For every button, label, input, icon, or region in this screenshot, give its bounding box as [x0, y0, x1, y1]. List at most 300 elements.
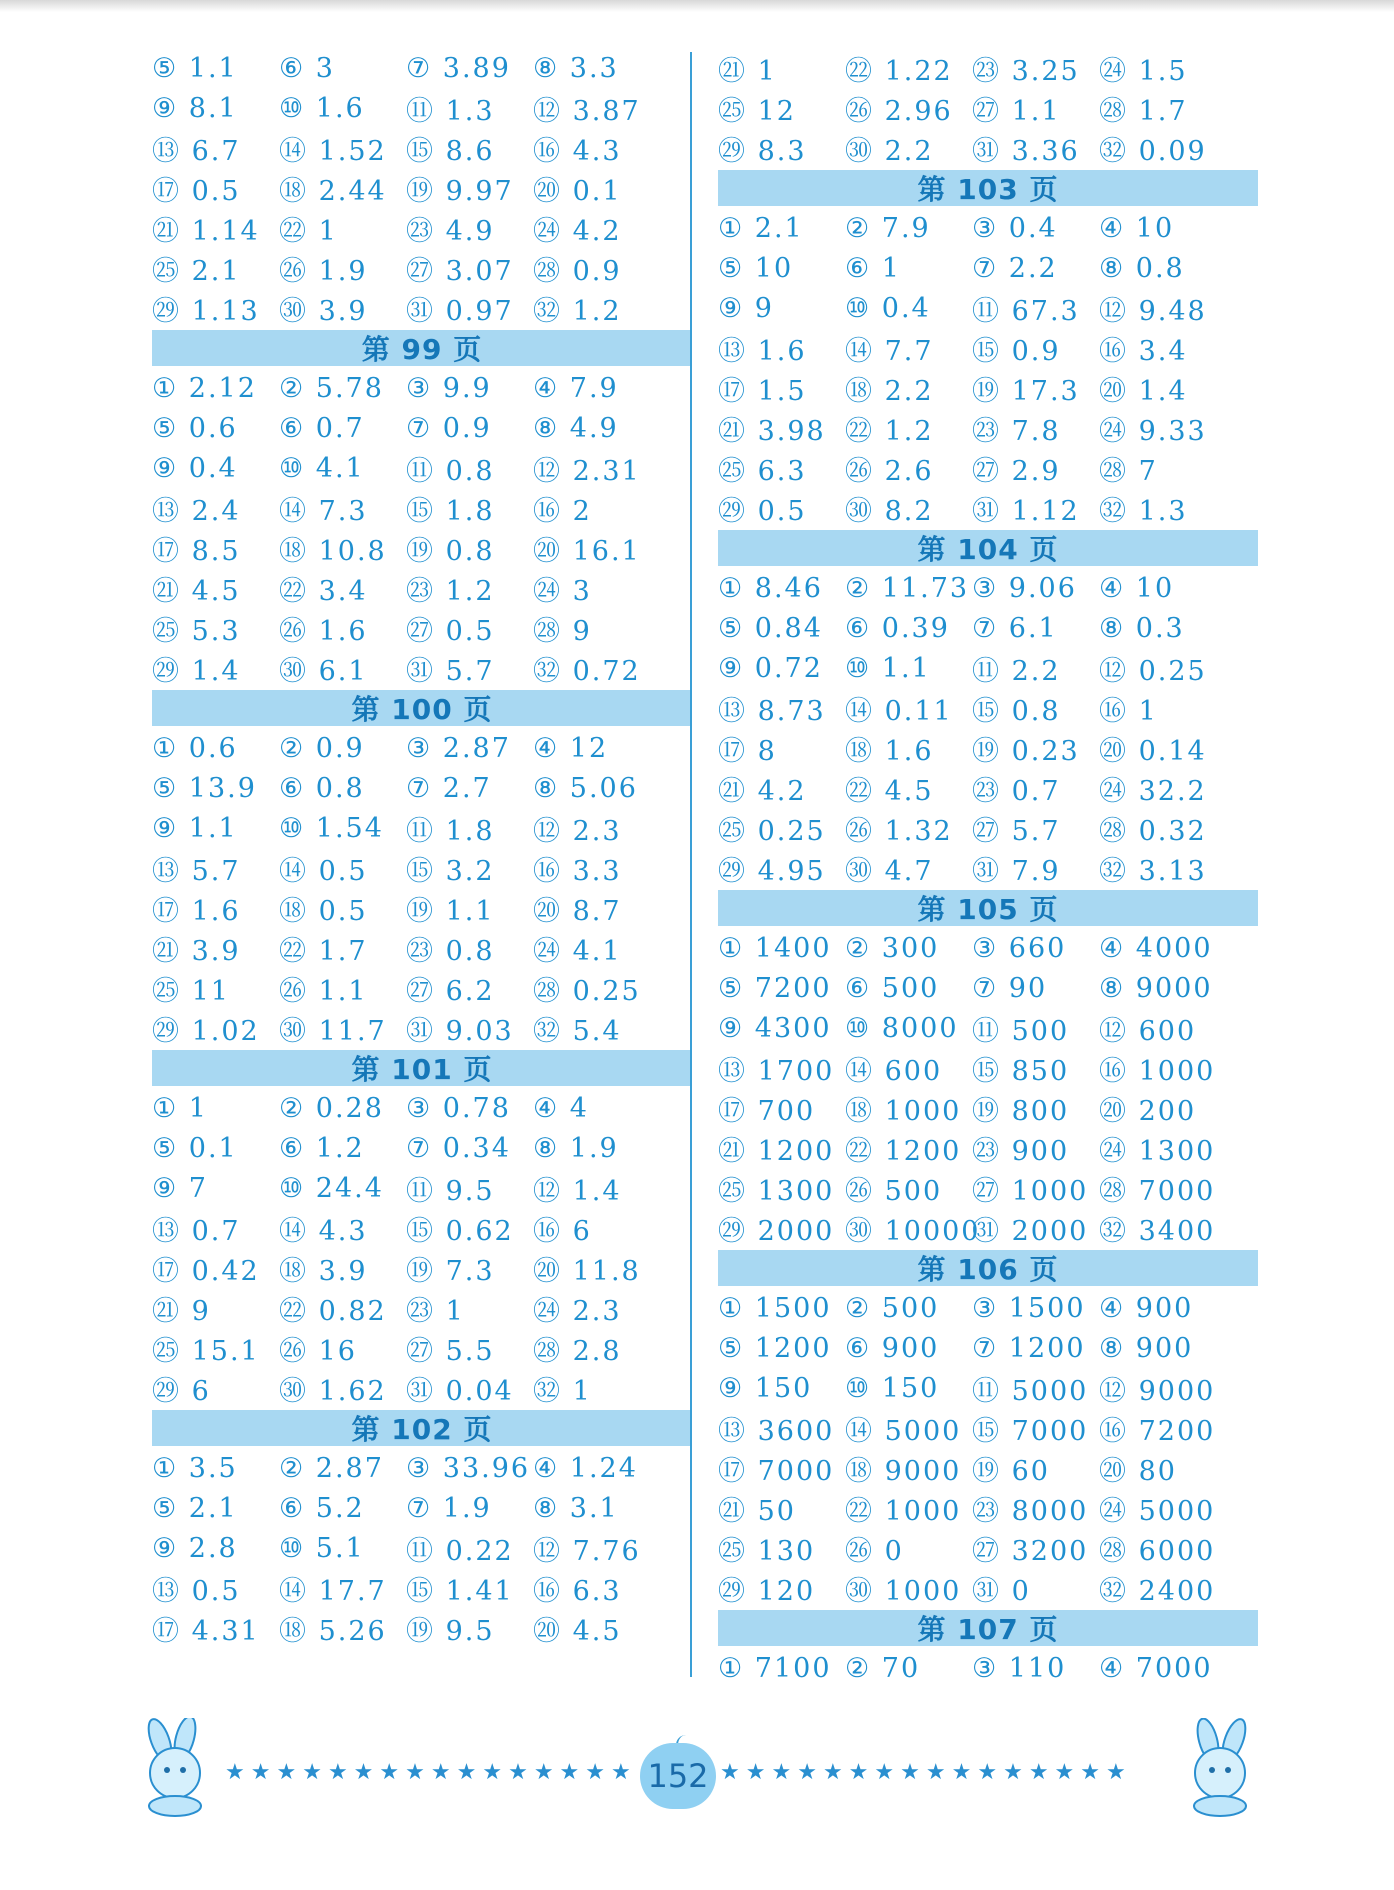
answer-item: ⑦ 0.9	[406, 412, 492, 444]
answer-item: ㉗ 1000	[972, 1175, 1089, 1207]
answer-item: ㉒ 1200	[845, 1135, 962, 1167]
star-icon: ★	[771, 1760, 798, 1785]
answer-item: ㉒ 4.5	[845, 775, 934, 807]
answer-item: ㉔ 1300	[1099, 1135, 1216, 1167]
answer-item: ㉙ 1.13	[152, 295, 260, 327]
answer-row	[152, 1608, 692, 1648]
answer-item: ⑧ 3.1	[533, 1492, 619, 1524]
answer-item: ㉓ 3.25	[972, 55, 1080, 87]
section-header: 第 106 页	[718, 1250, 1258, 1286]
section-header: 第 107 页	[718, 1610, 1258, 1646]
answer-item: ㉕ 0.25	[718, 815, 826, 847]
answer-item: ㉑ 4.2	[718, 775, 807, 807]
answer-item: ⑭ 17.7	[279, 1575, 387, 1607]
answer-item: ③ 9.06	[972, 572, 1077, 604]
answer-item: ㉙ 120	[718, 1575, 816, 1607]
answer-item: ㉖ 1.32	[845, 815, 953, 847]
answer-item: ⑰ 1.5	[718, 375, 807, 407]
answer-item: ㉕ 5.3	[152, 615, 241, 647]
answer-item: ⑯ 1	[1099, 695, 1158, 727]
answer-row	[718, 1328, 1258, 1368]
answer-item: ⑭ 7.3	[279, 495, 368, 527]
answer-item: ⑨ 2.8	[152, 1532, 238, 1564]
answer-item: ⑩ 0.4	[845, 292, 931, 324]
answer-row	[718, 208, 1258, 248]
answer-row	[718, 608, 1258, 648]
page-number-badge	[640, 1735, 716, 1811]
answer-item: ① 2.12	[152, 372, 257, 404]
section-header: 第 103 页	[718, 170, 1258, 206]
answer-item: ⑧ 0.8	[1099, 252, 1185, 284]
answer-item: ⑰ 0.42	[152, 1255, 260, 1287]
section-header: 第 102 页	[152, 1410, 692, 1446]
answer-row	[152, 1448, 692, 1488]
answer-item: ① 1	[152, 1092, 208, 1124]
answer-item: ㉓ 0.7	[972, 775, 1061, 807]
answer-row	[152, 808, 692, 848]
answer-item: ㉑ 1.14	[152, 215, 260, 247]
answer-item: ⑥ 3	[279, 52, 335, 84]
answer-item: ⑬ 3600	[718, 1415, 835, 1447]
answer-item: ⑨ 150	[718, 1372, 813, 1404]
answer-item: ⑮ 0.62	[406, 1215, 514, 1247]
answer-item: ⑯ 1000	[1099, 1055, 1216, 1087]
answer-item: ⑪ 9.5	[406, 1175, 495, 1207]
answer-item: ㉜ 2400	[1099, 1575, 1216, 1607]
answer-item: ⑰ 700	[718, 1095, 816, 1127]
answer-item: ⑫ 9.48	[1099, 295, 1207, 327]
answer-item: ㉙ 1.4	[152, 655, 241, 687]
answer-item: ⑨ 8.1	[152, 92, 238, 124]
answer-item: ⑯ 6.3	[533, 1575, 622, 1607]
answer-row	[718, 128, 1258, 168]
answer-item: ⑬ 5.7	[152, 855, 241, 887]
answer-item: ㉑ 3.98	[718, 415, 826, 447]
answer-item: ⑯ 3.3	[533, 855, 622, 887]
answer-item: ⑤ 2.1	[152, 1492, 238, 1524]
answer-item: ⑬ 8.73	[718, 695, 826, 727]
answer-item: ⑤ 7200	[718, 972, 832, 1004]
star-icon: ★	[977, 1760, 1004, 1785]
star-row-right	[720, 1760, 1132, 1785]
answer-row	[152, 288, 692, 328]
answer-item: ⑫ 7.76	[533, 1535, 641, 1567]
answer-row	[718, 768, 1258, 808]
answer-item: ② 2.87	[279, 1452, 384, 1484]
answer-row	[152, 1168, 692, 1208]
answer-row	[152, 88, 692, 128]
star-icon: ★	[405, 1760, 431, 1785]
answer-row	[152, 528, 692, 568]
answer-item: ② 5.78	[279, 372, 384, 404]
star-icon: ★	[225, 1760, 251, 1785]
answer-item: ⑫ 9000	[1099, 1375, 1216, 1407]
answer-item: ⑰ 1.6	[152, 895, 241, 927]
answer-item: ④ 4000	[1099, 932, 1213, 964]
answer-item: ㉜ 1.3	[1099, 495, 1188, 527]
answer-item: ⑩ 4.1	[279, 452, 365, 484]
answer-item: ㉓ 8000	[972, 1495, 1089, 1527]
answer-row	[718, 1088, 1258, 1128]
answer-item: ② 0.9	[279, 732, 365, 764]
answer-row	[152, 1288, 692, 1328]
answer-item: ⑮ 1.41	[406, 1575, 514, 1607]
answer-row	[152, 768, 692, 808]
answer-item: ⑯ 3.4	[1099, 335, 1188, 367]
answer-item: ⑫ 2.31	[533, 455, 641, 487]
answer-item: ㉔ 2.3	[533, 1295, 622, 1327]
answer-item: ㉖ 2.6	[845, 455, 934, 487]
star-icon: ★	[745, 1760, 772, 1785]
answer-item: ③ 660	[972, 932, 1067, 964]
answer-item: ⑮ 1.8	[406, 495, 495, 527]
answer-row	[152, 368, 692, 408]
star-icon: ★	[822, 1760, 849, 1785]
answer-item: ㉘ 0.9	[533, 255, 622, 287]
answer-item: ㉘ 0.25	[533, 975, 641, 1007]
answer-item: ⑥ 1	[845, 252, 901, 284]
answer-item: ⑰ 8	[718, 735, 777, 767]
answer-item: ⑧ 9000	[1099, 972, 1213, 1004]
answer-item: ⑪ 1.8	[406, 815, 495, 847]
answer-item: ⑦ 2.2	[972, 252, 1058, 284]
answer-item: ⑮ 8.6	[406, 135, 495, 167]
answer-row	[718, 488, 1258, 528]
answer-item: ⑫ 600	[1099, 1015, 1197, 1047]
answer-item: ② 70	[845, 1652, 921, 1684]
answer-item: ㉑ 1200	[718, 1135, 835, 1167]
answer-item: ⑳ 11.8	[533, 1255, 641, 1287]
answer-item: ⑪ 0.8	[406, 455, 495, 487]
answer-row	[152, 1208, 692, 1248]
answer-row	[152, 928, 692, 968]
answer-row	[718, 408, 1258, 448]
answer-item: ⑳ 16.1	[533, 535, 641, 567]
star-row-left	[225, 1760, 637, 1785]
answer-item: ⑱ 0.5	[279, 895, 368, 927]
answer-row	[152, 128, 692, 168]
answer-row	[718, 368, 1258, 408]
answer-item: ⑧ 1.9	[533, 1132, 619, 1164]
star-icon: ★	[1054, 1760, 1081, 1785]
answer-item: ㉜ 5.4	[533, 1015, 622, 1047]
answer-item: ② 300	[845, 932, 940, 964]
answer-item: ㉙ 8.3	[718, 135, 807, 167]
star-icon: ★	[1028, 1760, 1055, 1785]
answer-item: ⑪ 1.3	[406, 95, 495, 127]
answer-item: ㉚ 10000	[845, 1215, 981, 1247]
star-icon: ★	[720, 1760, 746, 1785]
answer-item: ④ 7.9	[533, 372, 619, 404]
answer-item: ㉑ 1	[718, 55, 777, 87]
answer-item: ⑤ 1200	[718, 1332, 832, 1364]
answer-item: ⑯ 4.3	[533, 135, 622, 167]
answer-item: ⑦ 0.34	[406, 1132, 511, 1164]
answer-item: ⑲ 60	[972, 1455, 1050, 1487]
answer-item: ⑱ 10.8	[279, 535, 387, 567]
answer-row	[152, 1528, 692, 1568]
answer-item: ㉛ 0.97	[406, 295, 514, 327]
answer-item: ㉜ 1.2	[533, 295, 622, 327]
answer-item: ㉔ 3	[533, 575, 592, 607]
answer-item: ⑬ 1700	[718, 1055, 835, 1087]
answer-item: ㉚ 4.7	[845, 855, 934, 887]
answer-item: ⑦ 90	[972, 972, 1048, 1004]
answer-row	[718, 928, 1258, 968]
answer-item: ⑬ 0.7	[152, 1215, 241, 1247]
answer-item: ㉕ 11	[152, 975, 230, 1007]
answer-item: ⑩ 1.54	[279, 812, 384, 844]
answer-row	[718, 1048, 1258, 1088]
star-icon: ★	[533, 1760, 560, 1785]
answer-item: ㉔ 5000	[1099, 1495, 1216, 1527]
answer-item: ⑯ 7200	[1099, 1415, 1216, 1447]
answer-row	[152, 48, 692, 88]
answer-item: ㉗ 3.07	[406, 255, 514, 287]
answer-item: ⑪ 500	[972, 1015, 1070, 1047]
answer-item: ⑤ 0.1	[152, 1132, 238, 1164]
answer-item: ㉒ 3.4	[279, 575, 368, 607]
answer-item: ㉓ 1.2	[406, 575, 495, 607]
answer-item: ㉕ 12	[718, 95, 796, 127]
answer-item: ① 3.5	[152, 1452, 238, 1484]
answer-item: ④ 10	[1099, 212, 1175, 244]
answer-item: ① 1400	[718, 932, 832, 964]
answer-row	[718, 448, 1258, 488]
answer-item: ⑮ 850	[972, 1055, 1070, 1087]
answer-item: ⑭ 5000	[845, 1415, 962, 1447]
answer-item: ㉓ 0.8	[406, 935, 495, 967]
answer-item: ⑭ 4.3	[279, 1215, 368, 1247]
answer-item: ㉕ 130	[718, 1535, 816, 1567]
answer-item: ⑧ 5.06	[533, 772, 638, 804]
answer-item: ㉘ 6000	[1099, 1535, 1216, 1567]
answer-item: ⑤ 10	[718, 252, 794, 284]
answer-row	[152, 968, 692, 1008]
answer-item: ㉘ 2.8	[533, 1335, 622, 1367]
answer-row	[152, 848, 692, 888]
answer-item: ⑤ 0.84	[718, 612, 823, 644]
answer-item: ⑥ 0.7	[279, 412, 365, 444]
star-icon: ★	[797, 1760, 823, 1785]
answer-item: ⑤ 0.6	[152, 412, 238, 444]
answer-item: ⑳ 80	[1099, 1455, 1177, 1487]
section-header: 第 105 页	[718, 890, 1258, 926]
answer-row	[718, 248, 1258, 288]
answer-item: ⑯ 2	[533, 495, 592, 527]
answer-item: ⑱ 1.6	[845, 735, 934, 767]
answer-item: ⑱ 9000	[845, 1455, 962, 1487]
answer-item: ㉙ 4.95	[718, 855, 826, 887]
answer-row	[718, 968, 1258, 1008]
answer-item: ㉔ 9.33	[1099, 415, 1207, 447]
answer-row	[152, 408, 692, 448]
star-icon: ★	[900, 1760, 926, 1785]
answer-item: ㉒ 1000	[845, 1495, 962, 1527]
answer-item: ⑩ 150	[845, 1372, 940, 1404]
answer-item: ⑦ 6.1	[972, 612, 1058, 644]
answer-item: ⑰ 4.31	[152, 1615, 260, 1647]
answer-item: ㉒ 1.2	[845, 415, 934, 447]
answer-row	[152, 1368, 692, 1408]
answer-item: ㉜ 1	[533, 1375, 592, 1407]
answer-row	[152, 1568, 692, 1608]
answer-row	[718, 688, 1258, 728]
answer-item: ⑬ 0.5	[152, 1575, 241, 1607]
answer-item: ⑨ 1.1	[152, 812, 238, 844]
answer-item: ㉗ 1.1	[972, 95, 1061, 127]
answer-row	[152, 168, 692, 208]
star-icon: ★	[585, 1760, 612, 1785]
answer-item: ⑳ 8.7	[533, 895, 622, 927]
answer-item: ⑯ 6	[533, 1215, 592, 1247]
answer-item: ⑨ 7	[152, 1172, 208, 1204]
answer-item: ⑥ 0.8	[279, 772, 365, 804]
answer-item: ㉜ 0.72	[533, 655, 641, 687]
answer-row	[718, 1408, 1258, 1448]
star-icon: ★	[925, 1760, 952, 1785]
answer-item: ⑬ 6.7	[152, 135, 241, 167]
answer-item: ㉒ 1.22	[845, 55, 953, 87]
answer-item: ⑥ 500	[845, 972, 940, 1004]
answer-item: ㉗ 5.5	[406, 1335, 495, 1367]
answer-row	[718, 568, 1258, 608]
answer-row	[152, 1008, 692, 1048]
section-header: 第 99 页	[152, 330, 692, 366]
answer-item: ㉘ 7000	[1099, 1175, 1216, 1207]
answer-item: ② 500	[845, 1292, 940, 1324]
column-divider	[690, 52, 692, 1677]
answer-row	[718, 288, 1258, 328]
answer-item: ㉖ 1.9	[279, 255, 368, 287]
answer-item: ③ 33.96	[406, 1452, 531, 1484]
answer-item: ⑫ 0.25	[1099, 655, 1207, 687]
answer-item: ⑰ 7000	[718, 1455, 835, 1487]
star-icon: ★	[482, 1760, 509, 1785]
answer-item: ㉚ 8.2	[845, 495, 934, 527]
section-header: 第 100 页	[152, 690, 692, 726]
answer-row	[718, 1128, 1258, 1168]
answer-item: ⑭ 1.52	[279, 135, 387, 167]
answer-item: ⑥ 1.2	[279, 1132, 365, 1164]
page-number: 152	[640, 1743, 716, 1809]
answer-row	[152, 1088, 692, 1128]
answer-row	[718, 648, 1258, 688]
star-icon: ★	[456, 1760, 483, 1785]
answer-column-right	[718, 48, 1258, 1688]
star-icon: ★	[611, 1760, 637, 1785]
answer-item: ③ 110	[972, 1652, 1067, 1684]
answer-item: ⑱ 3.9	[279, 1255, 368, 1287]
answer-item: ⑪ 5000	[972, 1375, 1089, 1407]
answer-item: ① 8.46	[718, 572, 823, 604]
answer-item: ⑲ 0.8	[406, 535, 495, 567]
answer-item: ㉛ 7.9	[972, 855, 1061, 887]
answer-item: ㉚ 2.2	[845, 135, 934, 167]
answer-item: ⑱ 1000	[845, 1095, 962, 1127]
answer-item: ④ 7000	[1099, 1652, 1213, 1684]
answer-item: ⑭ 0.11	[845, 695, 953, 727]
answer-item: ㉑ 9	[152, 1295, 211, 1327]
answer-item: ⑩ 1.6	[279, 92, 365, 124]
star-icon: ★	[874, 1760, 901, 1785]
answer-item: ⑬ 2.4	[152, 495, 241, 527]
answer-item: ⑲ 800	[972, 1095, 1070, 1127]
answer-row	[152, 488, 692, 528]
answer-item: ⑦ 3.89	[406, 52, 511, 84]
answer-item: ⑱ 5.26	[279, 1615, 387, 1647]
bunny-icon	[1168, 1718, 1268, 1818]
answer-item: ㉛ 1.12	[972, 495, 1080, 527]
answer-item: ㉔ 32.2	[1099, 775, 1207, 807]
answer-item: ⑱ 2.44	[279, 175, 387, 207]
answer-item: ㉛ 0	[972, 1575, 1031, 1607]
answer-row	[718, 328, 1258, 368]
answer-row	[718, 1648, 1258, 1688]
answer-item: ⑪ 67.3	[972, 295, 1080, 327]
answer-item: ⑬ 1.6	[718, 335, 807, 367]
answer-item: ⑭ 0.5	[279, 855, 368, 887]
answer-item: ⑨ 4300	[718, 1012, 832, 1044]
answer-row	[718, 1168, 1258, 1208]
answer-row	[718, 1528, 1258, 1568]
answer-item: ㉛ 9.03	[406, 1015, 514, 1047]
answer-item: ⑨ 9	[718, 292, 774, 324]
answer-row	[718, 1288, 1258, 1328]
answer-item: ㉚ 6.1	[279, 655, 368, 687]
answer-item: ㉚ 1.62	[279, 1375, 387, 1407]
star-icon: ★	[379, 1760, 406, 1785]
answer-item: ⑨ 0.72	[718, 652, 823, 684]
answer-column-left	[152, 48, 692, 1648]
answer-row	[152, 1248, 692, 1288]
answer-item: ㉖ 1.6	[279, 615, 368, 647]
answer-item: ⑩ 1.1	[845, 652, 931, 684]
answer-item: ① 1500	[718, 1292, 832, 1324]
answer-item: ⑪ 2.2	[972, 655, 1061, 687]
star-icon: ★	[276, 1760, 303, 1785]
answer-item: ⑳ 1.4	[1099, 375, 1188, 407]
answer-item: ③ 9.9	[406, 372, 492, 404]
answer-item: ⑰ 8.5	[152, 535, 241, 567]
answer-item: ④ 1.24	[533, 1452, 638, 1484]
answer-row	[718, 1568, 1258, 1608]
star-icon: ★	[848, 1760, 875, 1785]
answer-item: ㉛ 0.04	[406, 1375, 514, 1407]
answer-item: ㉜ 3400	[1099, 1215, 1216, 1247]
answer-item: ㉕ 6.3	[718, 455, 807, 487]
answer-item: ㉖ 0	[845, 1535, 904, 1567]
answer-item: ㉕ 15.1	[152, 1335, 260, 1367]
answer-item: ⑥ 0.39	[845, 612, 950, 644]
answer-item: ⑳ 0.14	[1099, 735, 1207, 767]
answer-item: ㉜ 0.09	[1099, 135, 1207, 167]
answer-item: ⑮ 7000	[972, 1415, 1089, 1447]
answer-item: ⑨ 0.4	[152, 452, 238, 484]
answer-item: ⑲ 9.5	[406, 1615, 495, 1647]
answer-row	[152, 1488, 692, 1528]
answer-item: ① 2.1	[718, 212, 804, 244]
answer-row	[718, 1488, 1258, 1528]
answer-item: ⑲ 0.23	[972, 735, 1080, 767]
answer-item: ③ 1500	[972, 1292, 1086, 1324]
answer-item: ⑳ 0.1	[533, 175, 622, 207]
answer-item: ㉚ 11.7	[279, 1015, 387, 1047]
answer-item: ㉚ 1000	[845, 1575, 962, 1607]
answer-row	[152, 648, 692, 688]
answer-item: ① 0.6	[152, 732, 238, 764]
answer-item: ③ 0.78	[406, 1092, 511, 1124]
